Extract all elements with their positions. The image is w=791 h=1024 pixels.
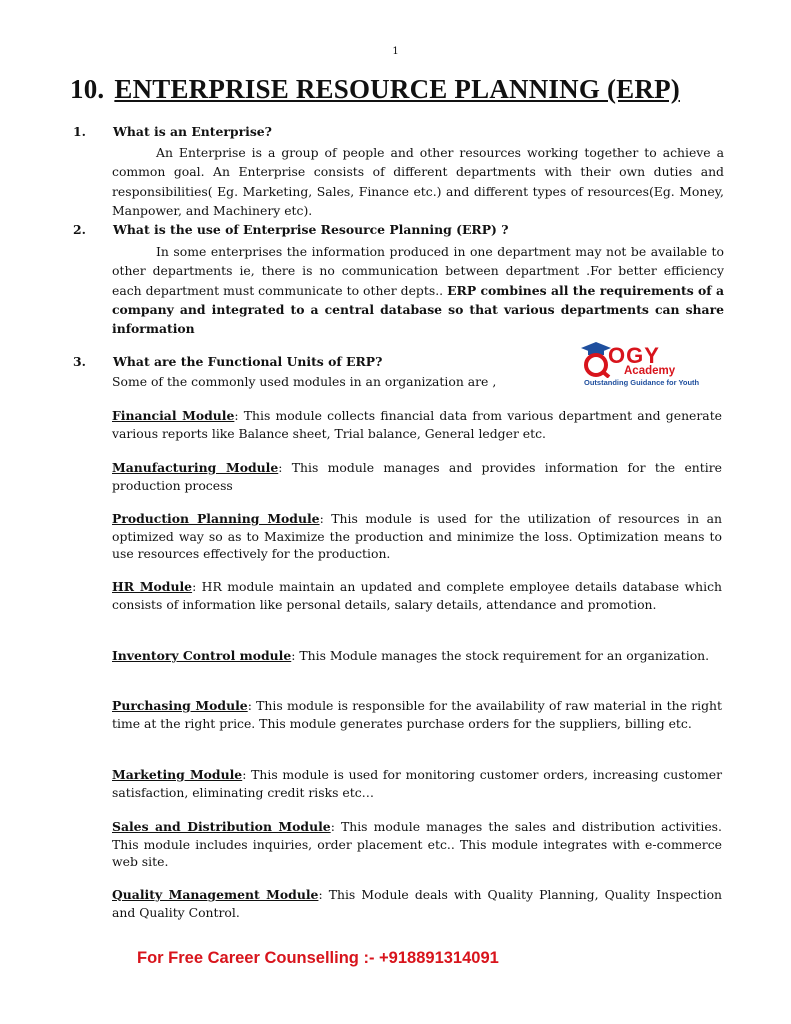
module-desc: : This module is used for the utilization of resources in an optimized way so as to Maximize the production and minimize the loss. Optimization means to use resources effectively for the production. — [112, 511, 722, 562]
question-1-number: 1. — [73, 124, 86, 139]
module-desc: : This module is used for monitoring customer orders, increasing customer satisfaction, eliminating credit risks etc… — [112, 767, 722, 800]
module-name: Inventory Control module — [112, 648, 292, 663]
module-name: Manufacturing Module — [112, 460, 279, 475]
module-hr — [112, 578, 722, 613]
modules-intro: Some of the commonly used modules in an organization are , — [112, 374, 497, 389]
career-counselling-footer: For Free Career Counselling :- +918891314091 — [137, 949, 499, 967]
answer-2-text: In some enterprises the information produced in one department may not be available to other departments ie, there is no communication between department .For better efficiency each department must communicate to other depts.. — [112, 244, 724, 298]
title-text: ENTERPRISE RESOURCE PLANNING (ERP) — [114, 74, 680, 104]
module-desc: : HR module maintain an updated and complete employee details database which consists of information like personal details, salary details, attendance and promotion. — [112, 579, 722, 612]
question-1-text: What is an Enterprise? — [113, 124, 272, 139]
module-desc: : This module manages and provides information for the entire production process — [112, 460, 722, 493]
answer-1-text: An Enterprise is a group of people and other resources working together to achieve a common goal. An Enterprise consists of different departments with their own duties and responsibilities( Eg. Marketing, Sales, Finance etc.) and different types of resources(Eg. Money, Manpower, and Machinery etc). — [112, 145, 724, 218]
module-desc: : This Module manages the stock requirement for an organization. — [291, 648, 710, 663]
module-production-planning — [112, 510, 722, 563]
module-desc: : This Module deals with Quality Planning, Quality Inspection and Quality Control. — [112, 887, 723, 920]
question-2 — [73, 222, 508, 237]
module-desc: : This module collects financial data from various department and generate various reports like Balance sheet, Trial balance, General ledger etc. — [112, 408, 723, 441]
answer-2-bold-text: ERP combines all the requirements of a company and integrated to a central database so that various departments can share information — [112, 282, 724, 337]
module-name: Sales and Distribution Module — [112, 819, 331, 834]
question-1 — [73, 124, 272, 139]
logo-sub: Academy — [624, 365, 676, 377]
module-quality-management — [112, 886, 722, 921]
module-manufacturing — [112, 459, 722, 494]
page-title — [70, 74, 680, 105]
title-number: 10. — [70, 74, 105, 104]
module-desc: : This module manages the sales and distribution activities. This module includes inquiries, order placement etc.. This module integrates with e-commerce web site. — [112, 819, 722, 870]
question-2-number: 2. — [73, 222, 86, 237]
question-3-number: 3. — [73, 354, 86, 369]
logo-tagline: Outstanding Guidance for Youth — [584, 378, 700, 387]
module-name: Production Planning Module — [112, 511, 320, 526]
module-name: Purchasing Module — [112, 698, 248, 713]
module-name: Quality Management Module — [112, 887, 319, 902]
module-desc: : This module is responsible for the availability of raw material in the right time at the right price. This module generates purchase orders for the suppliers, billing etc. — [112, 698, 722, 731]
question-2-text: What is the use of Enterprise Resource Planning (ERP) ? — [113, 222, 509, 237]
ogy-academy-logo — [578, 340, 728, 388]
module-name: HR Module — [112, 579, 193, 594]
module-sales-distribution — [112, 818, 722, 871]
module-name: Marketing Module — [112, 767, 243, 782]
module-financial — [112, 407, 722, 442]
module-purchasing — [112, 697, 722, 732]
logo-brand: OGY — [608, 343, 660, 368]
module-inventory-control — [112, 647, 722, 665]
answer-1 — [112, 143, 724, 220]
page-number: 1 — [392, 46, 399, 57]
module-name: Financial Module — [112, 408, 235, 423]
answer-2 — [112, 242, 724, 338]
question-3-text: What are the Functional Units of ERP? — [113, 354, 383, 369]
question-3 — [73, 354, 382, 369]
module-marketing — [112, 766, 722, 801]
